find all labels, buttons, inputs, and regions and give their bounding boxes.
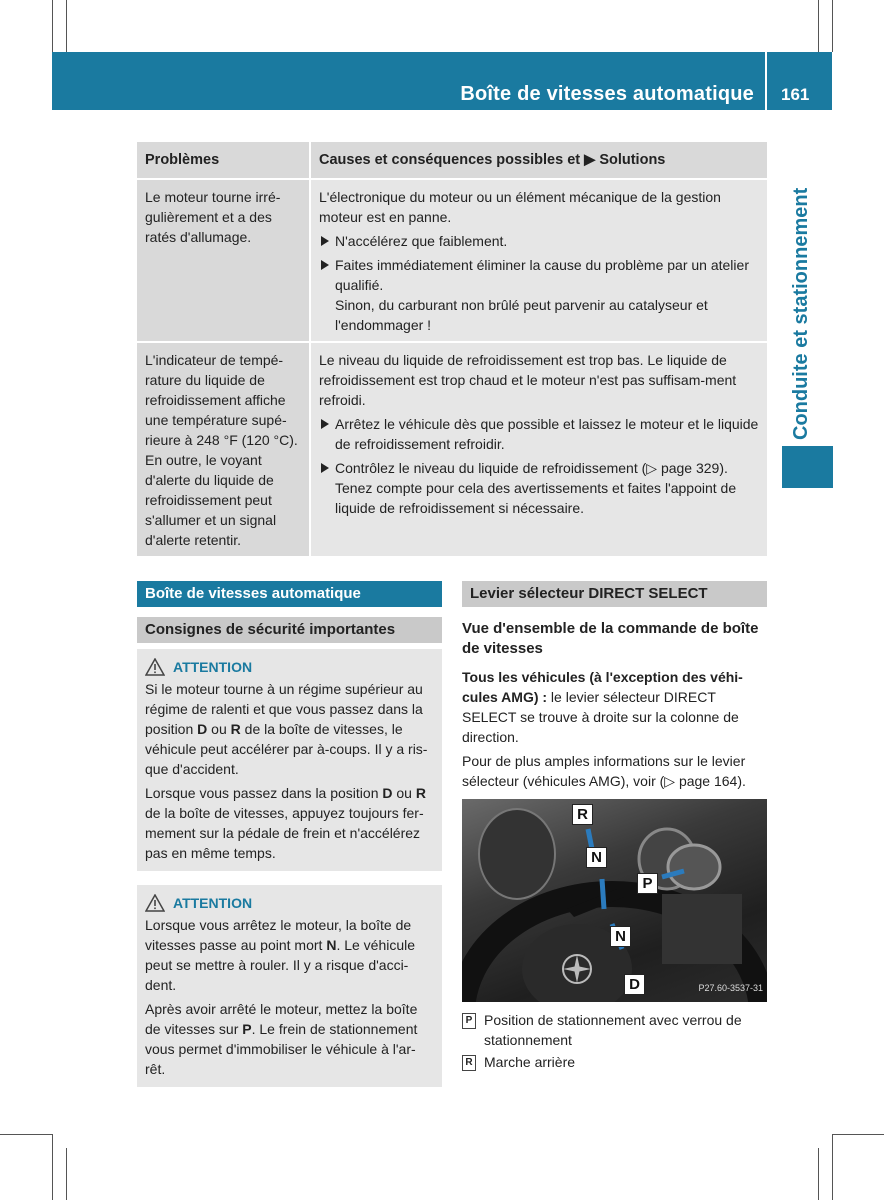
page-number: 161: [781, 85, 810, 104]
position-label-p: P: [637, 873, 658, 894]
body-text: Tous les véhicules (à l'exception des véhi-cules AMG) : le levier sélecteur DIRECT SELECT se trouve à droite sur la colonne de direction.: [462, 669, 743, 745]
crop-mark: [818, 0, 819, 52]
subheading: Vue d'ensemble de la commande de boîte de vitesses: [462, 620, 759, 657]
warning-label: ATTENTION: [173, 895, 253, 911]
position-label-n: N: [610, 926, 631, 947]
steering-wheel-illustration: [462, 799, 767, 1002]
column-header-causes: Causes et conséquences possibles et ▶ Solutions: [310, 142, 767, 179]
cause-text: L'électronique du moteur ou un élément mécanique de la gestion moteur est en panne.: [319, 189, 721, 225]
side-tab-marker: [782, 446, 833, 488]
legend-key: R: [462, 1055, 476, 1071]
crop-mark: [52, 0, 53, 52]
chapter-title: Boîte de vitesses automatique: [460, 83, 754, 105]
table-header-row: [137, 142, 767, 179]
crop-mark: [66, 0, 67, 52]
warning-box: [137, 885, 442, 1087]
table-row: [137, 179, 767, 342]
cause-cell: [310, 342, 767, 556]
table-row: [137, 342, 767, 556]
crop-mark: [52, 1134, 53, 1200]
legend-text: Position de stationnement avec verrou de stationnement: [484, 1012, 742, 1048]
solution-item: N'accélérez que faiblement.: [319, 231, 759, 251]
selector-lever-photo: [462, 799, 767, 1002]
problem-cell: Le moteur tourne irré-gulièrement et a des ratés d'allumage.: [137, 179, 310, 342]
crop-mark: [832, 1134, 833, 1200]
solution-item: Contrôlez le niveau du liquide de refroidissement (▷ page 329). Tenez compte pour cela des avertissements et faites l'appoint de liquide de refroidissement si nécessaire.: [319, 458, 759, 518]
legend-item: [462, 1010, 767, 1050]
warning-icon: [145, 658, 165, 676]
header-separator: [765, 52, 767, 110]
subsection-heading: Consignes de sécurité importantes: [137, 617, 442, 643]
warning-text: Après avoir arrêté le moteur, mettez la boîte de vitesses sur P. Le frein de stationnement vous permet d'immobiliser le véhicule à l'ar-rêt.: [145, 1001, 418, 1077]
cause-cell: [310, 179, 767, 342]
warning-icon: [145, 894, 165, 912]
legend-item: [462, 1052, 767, 1072]
solution-note: Sinon, du carburant non brûlé peut parvenir au catalyseur et l'endommager !: [335, 297, 708, 333]
troubleshooting-table: [137, 142, 767, 556]
section-heading: Boîte de vitesses automatique: [137, 581, 442, 607]
section-heading: Levier sélecteur DIRECT SELECT: [462, 581, 767, 607]
side-tab-label: Conduite et stationnement: [790, 187, 812, 440]
position-label-r: R: [572, 804, 593, 825]
crop-mark: [66, 1148, 67, 1200]
position-label-n: N: [586, 847, 607, 868]
warning-label: ATTENTION: [173, 659, 253, 675]
image-reference: P27.60-3537-31: [698, 983, 763, 993]
warning-box: [137, 649, 442, 871]
crop-mark: [832, 0, 833, 52]
column-header-problems: Problèmes: [137, 142, 310, 179]
body-text: Pour de plus amples informations sur le levier sélecteur (véhicules AMG), voir (▷ page 164).: [462, 753, 746, 789]
problem-cell: L'indicateur de tempé-rature du liquide de refroidissement affiche une température supé-rieure à 248 °F (120 °C). En outre, le voyant d'alerte du liquide de refroidissement peut s'allumer et un signal d'alerte retentir.: [137, 342, 310, 556]
crop-mark: [832, 1134, 884, 1135]
solution-item: [319, 255, 759, 335]
position-label-d: D: [624, 974, 645, 995]
warning-text: Si le moteur tourne à un régime supérieur au régime de ralenti et que vous passez dans la position D ou R de la boîte de vitesses, le véhicule peut accélérer par à-coups. Il y a ris-que d'accident.: [145, 681, 428, 777]
solution-item: Arrêtez le véhicule dès que possible et laissez le moteur et le liquide de refroidissement refroidir.: [319, 414, 759, 454]
warning-header: [145, 657, 434, 677]
crop-mark: [0, 1134, 52, 1135]
legend-text: Marche arrière: [484, 1054, 576, 1070]
crop-mark: [818, 1148, 819, 1200]
solution-text: Faites immédiatement éliminer la cause du problème par un atelier qualifié.: [335, 257, 749, 293]
cause-text: Le niveau du liquide de refroidissement est trop bas. Le liquide de refroidissement est trop chaud et le moteur n'est pas suffisam-ment refroidi.: [319, 352, 737, 408]
warning-text: Lorsque vous arrêtez le moteur, la boîte de vitesses passe au point mort N. Le véhicule peut se mettre à rouler. Il y a risque d'acci-dent.: [145, 917, 416, 993]
warning-header: [145, 893, 434, 913]
legend-key: P: [462, 1013, 476, 1029]
right-column: [462, 581, 767, 1072]
left-column: [137, 581, 442, 1087]
warning-text: Lorsque vous passez dans la position D ou R de la boîte de vitesses, appuyez toujours fer-mement sur la pédale de frein et n'accélérez pas en même temps.: [145, 785, 426, 861]
